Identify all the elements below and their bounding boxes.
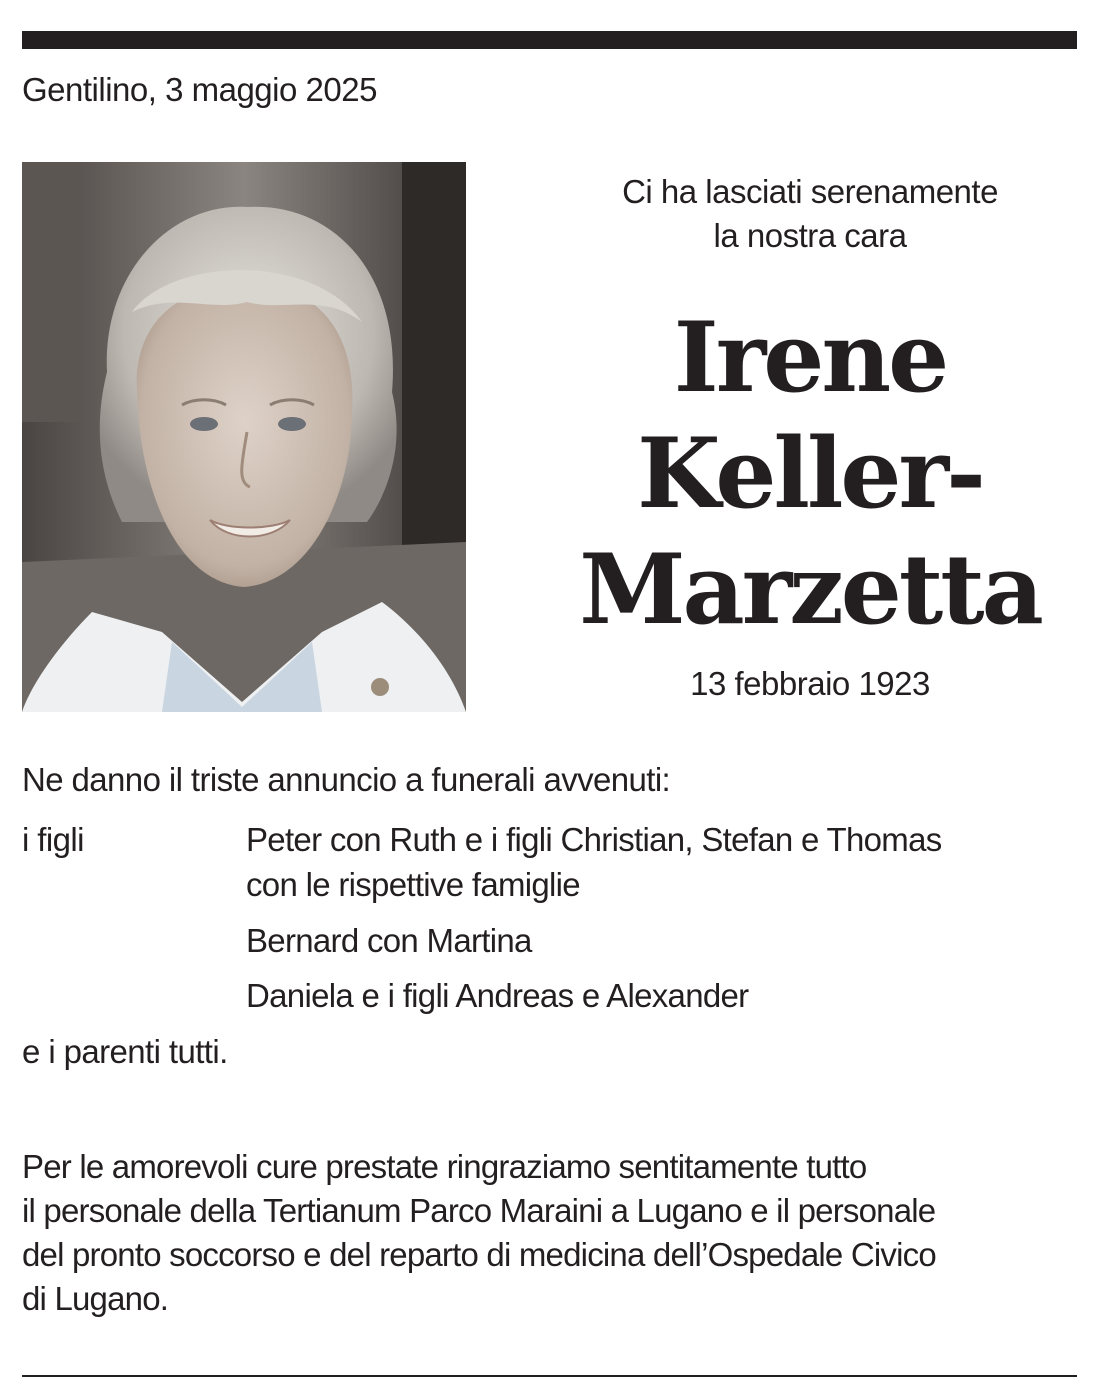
thanks-line-4: di Lugano. xyxy=(22,1280,169,1317)
bottom-rule xyxy=(22,1375,1077,1377)
family-line-1: Peter con Ruth e i figli Christian, Stefan e Thomas xyxy=(246,821,942,858)
portrait-photo xyxy=(22,162,466,712)
top-rule xyxy=(22,31,1077,49)
intro-line-2: la nostra cara xyxy=(713,217,907,254)
name-line-3: Marzetta xyxy=(579,533,1041,646)
thanks-line-1: Per le amorevoli cure prestate ringraziamo sentitamente tutto xyxy=(22,1148,867,1185)
announcement-lead: Ne danno il triste annuncio a funerali avvenuti: xyxy=(22,761,671,798)
intro-line-1: Ci ha lasciati serenamente xyxy=(622,173,998,210)
thanks-line-3: del pronto soccorso e del reparto di medicina dell’Ospedale Civico xyxy=(22,1236,936,1273)
deceased-name xyxy=(480,300,1095,648)
thanks-line-2: il personale della Tertianum Parco Maraini a Lugano e il personale xyxy=(22,1192,936,1229)
place-date: Gentilino, 3 maggio 2025 xyxy=(22,71,377,108)
name-line-2: Keller- xyxy=(637,417,983,530)
family-line-2: con le rispettive famiglie xyxy=(246,866,580,903)
family-line-3: Bernard con Martina xyxy=(246,922,532,959)
thanks-paragraph xyxy=(22,1145,936,1321)
family-line-4: Daniela e i figli Andreas e Alexander xyxy=(246,977,749,1014)
name-line-1: Irene xyxy=(673,301,947,414)
intro-text xyxy=(530,170,1090,258)
relatives-line: e i parenti tutti. xyxy=(22,1033,228,1070)
role-label: i figli xyxy=(22,821,84,858)
birth-date: 13 febbraio 1923 xyxy=(690,665,930,702)
